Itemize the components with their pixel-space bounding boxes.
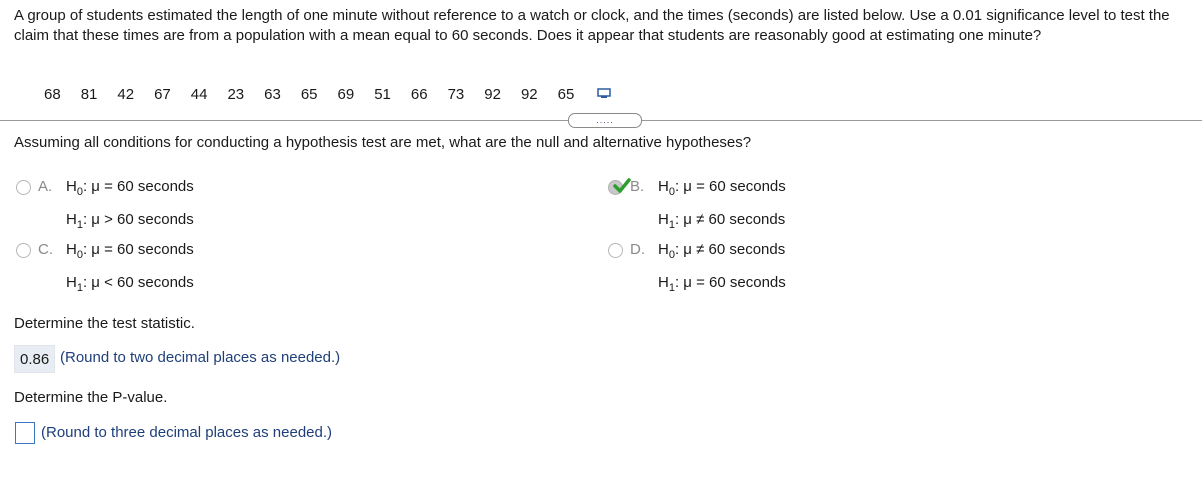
hypotheses: $H_0$: μ = 60 seconds $H_1$: μ < 60 seconds — [66, 241, 194, 294]
checkmark-icon — [613, 178, 631, 194]
data-value: 63 — [264, 85, 281, 103]
data-value: 92 — [484, 85, 501, 103]
data-value: 42 — [117, 85, 135, 103]
data-value: 66 — [410, 85, 428, 103]
data-value: 65 — [557, 85, 575, 103]
radio-button[interactable] — [608, 243, 623, 258]
data-value: 68 — [44, 85, 61, 103]
test-statistic-prompt: Determine the test statistic. — [14, 315, 195, 332]
data-value: 51 — [374, 85, 391, 103]
hypotheses-question: Assuming all conditions for conducting a hypothesis test are met, what are the null and alternative hypotheses? — [14, 134, 752, 151]
alternative-hypothesis: : μ < 60 seconds — [82, 274, 194, 291]
option-letter: B. — [630, 178, 645, 195]
data-value: 23 — [227, 85, 245, 103]
option-b[interactable] — [608, 178, 786, 239]
test-statistic-value: 0.86 — [20, 350, 50, 368]
option-letter: A. — [38, 178, 53, 195]
copy-data-icon[interactable] — [597, 87, 613, 101]
hypotheses: $H_0$: μ = 60 seconds $H_1$: μ ≠ 60 seconds — [658, 178, 786, 231]
null-hypothesis: : μ = 60 seconds — [82, 178, 194, 195]
expand-button[interactable]: ..... — [568, 113, 642, 128]
null-hypothesis: : μ = 60 seconds — [674, 178, 786, 195]
radio-button-selected[interactable] — [608, 180, 623, 195]
null-hypothesis: : μ ≠ 60 seconds — [674, 241, 786, 258]
data-value: 73 — [447, 85, 465, 103]
option-letter: C. — [38, 241, 53, 258]
option-d[interactable] — [608, 241, 786, 302]
data-value: 44 — [190, 85, 208, 103]
null-hypothesis: : μ = 60 seconds — [82, 241, 194, 258]
option-c[interactable] — [16, 241, 194, 302]
data-value: 92 — [520, 85, 538, 103]
radio-button[interactable] — [16, 243, 31, 258]
hypotheses: $H_0$: μ = 60 seconds $H_1$: μ > 60 seconds — [66, 178, 194, 231]
p-value-hint: (Round to three decimal places as needed.) — [41, 424, 333, 441]
data-value: 67 — [154, 85, 171, 103]
radio-button[interactable] — [16, 180, 31, 195]
data-value: 81 — [80, 85, 98, 103]
alternative-hypothesis: : μ ≠ 60 seconds — [674, 211, 786, 228]
alternative-hypothesis: : μ > 60 seconds — [82, 211, 194, 228]
p-value-input[interactable] — [15, 422, 35, 444]
p-value-prompt: Determine the P-value. — [14, 389, 168, 406]
option-a[interactable] — [16, 178, 194, 239]
hypotheses: $H_0$: μ ≠ 60 seconds $H_1$: μ = 60 seconds — [658, 241, 786, 294]
data-values-row — [44, 83, 613, 105]
question-text: A group of students estimated the length of one minute without reference to a watch or clock, and the times (seconds) are listed below. Use a 0.01 significance level to test the claim that these times are from a population with a mean equal to 60 seconds. Does it appear that students are reasonably good at estimating one minute? — [14, 7, 1170, 44]
test-statistic-hint: (Round to two decimal places as needed.) — [60, 349, 341, 366]
test-statistic-answer[interactable] — [14, 345, 55, 373]
data-value: 65 — [300, 85, 318, 103]
option-letter: D. — [630, 241, 645, 258]
alternative-hypothesis: : μ = 60 seconds — [674, 274, 786, 291]
data-value: 69 — [337, 85, 355, 103]
